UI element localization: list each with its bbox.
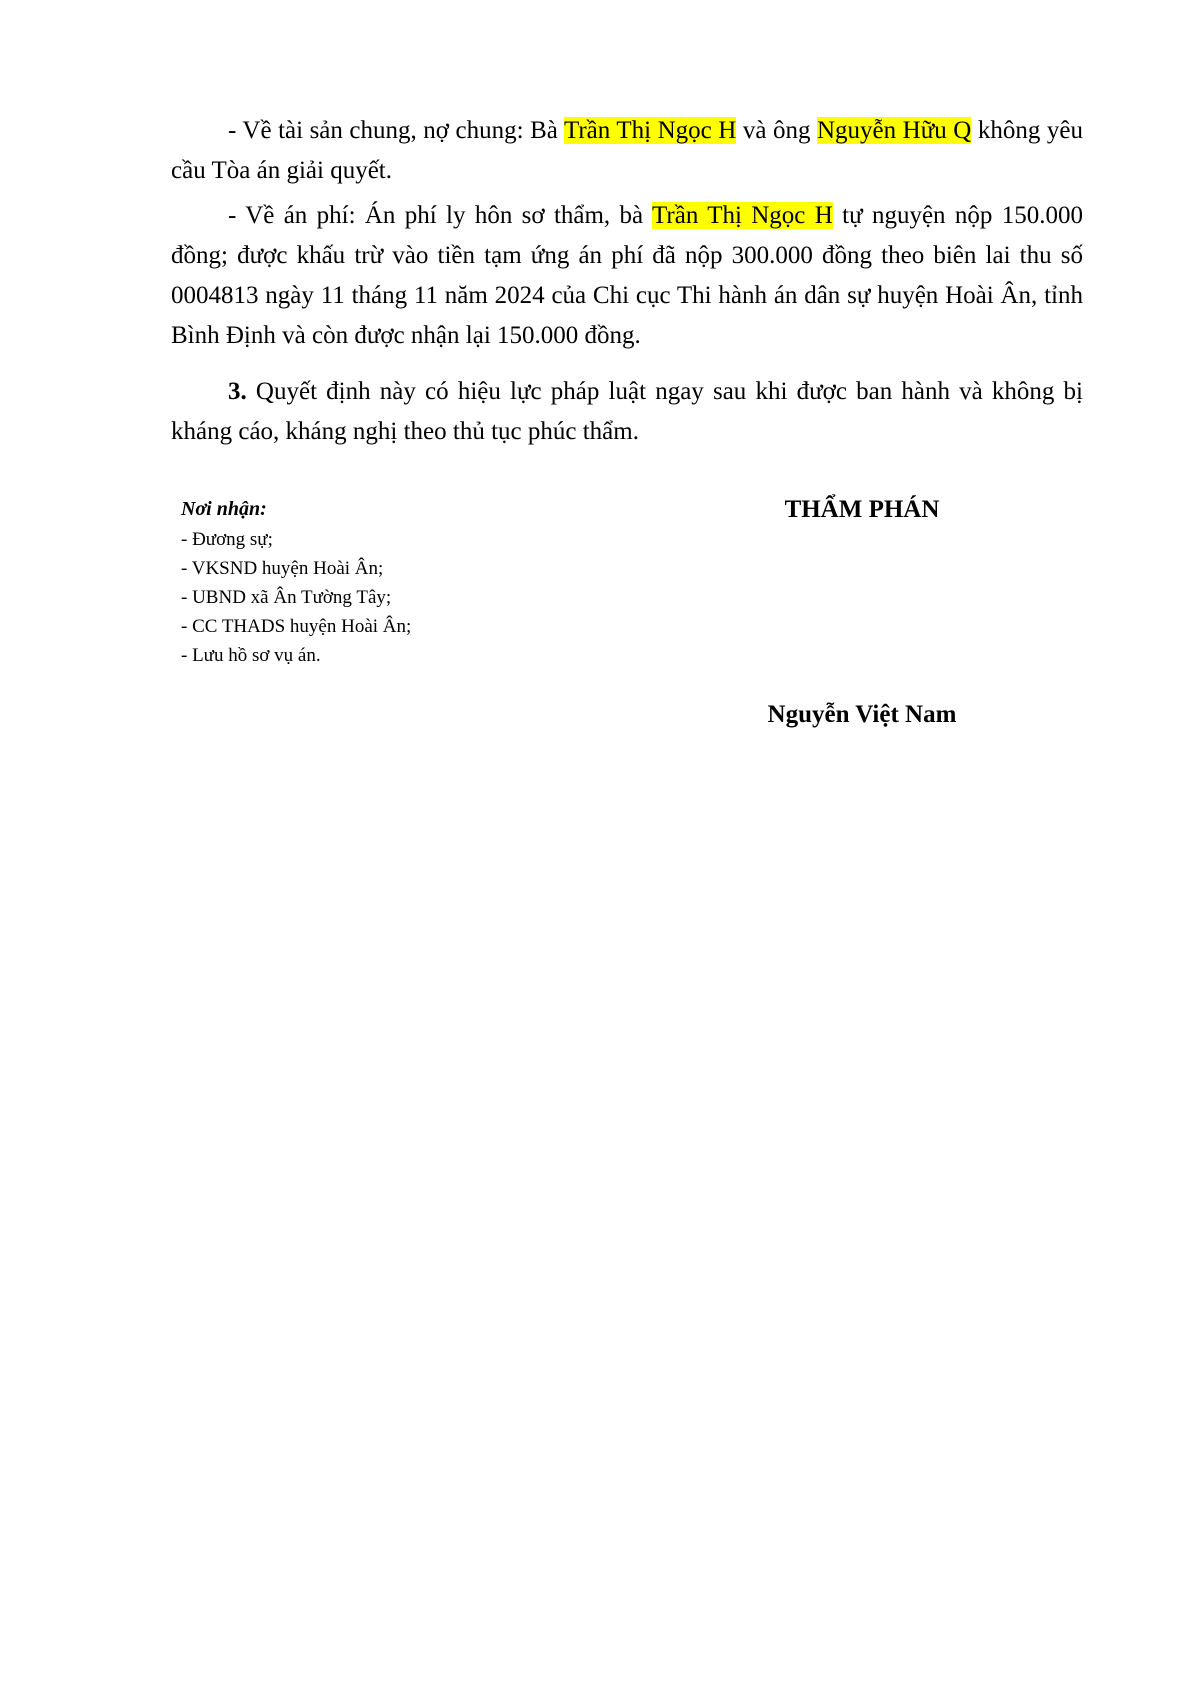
recipients-list [181,525,601,670]
recipients-block [181,494,601,670]
recipient-item: - UBND xã Ân Tường Tây; [181,587,392,608]
property-prefix: - Về tài sản chung, nợ chung: Bà [228,117,564,144]
fee-prefix: - Về án phí: Án phí ly hôn sơ thẩm, bà [228,202,652,229]
property-middle: và ông [736,117,817,144]
highlighted-name-wife-fee: Trần Thị Ngọc H [652,202,833,229]
effect-text: Quyết định này có hiệu lực pháp luật ngay sau khi được ban hành và không bị kháng cáo, kháng nghị theo thủ tục phúc thẩm. [171,378,1083,445]
recipient-item: - VKSND huyện Hoài Ân; [181,558,384,579]
highlighted-name-wife: Trần Thị Ngọc H [563,117,737,144]
highlighted-name-husband: Nguyễn Hữu Q [816,117,972,144]
recipient-item: - Đương sự; [181,529,273,550]
recipient-item: - CC THADS huyện Hoài Ân; [181,616,412,637]
fee-suffix: tự nguyện nộp 150.000 đồng; được khấu trừ vào tiền tạm ứng án phí đã nộp 300.000 đồng theo biên lai thu số 0004813 ngày 11 tháng 11 năm 2024 của Chi cục Thi hành án dân sự huyện Hoài Ân, tỉnh Bình Định và còn được nhận lại 150.000 đồng. [171,202,1083,349]
property-paragraph [171,111,1083,191]
property-suffix: không yêu cầu Tòa án giải quyết. [171,117,1083,184]
effect-paragraph [171,372,1083,452]
recipients-heading: Nơi nhận: [181,498,267,520]
judge-title: THẨM PHÁN [784,496,940,523]
recipient-item: - Lưu hồ sơ vụ án. [181,645,321,666]
judge-name: Nguyễn Việt Nam [767,701,957,728]
section-number: 3. [228,378,247,405]
court-fee-paragraph [171,196,1083,356]
